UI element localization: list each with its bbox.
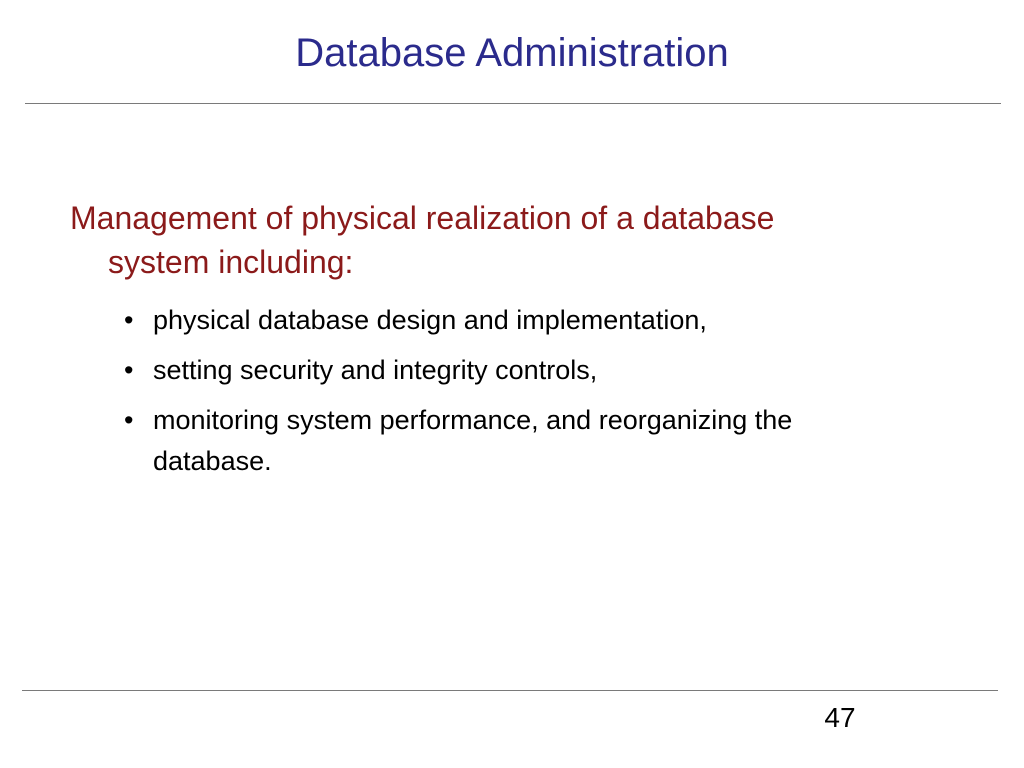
title-divider [25,103,1001,104]
bullet-dot-icon: • [124,305,134,335]
bullet-list [118,300,918,491]
slide-title: Database Administration [295,31,729,75]
bullet-text: setting security and integrity controls, [153,355,598,385]
bullet-item [118,400,918,482]
bullet-text: monitoring system performance, and reorganizing the database. [153,405,793,476]
bullet-dot-icon: • [124,355,134,385]
intro-text: Management of physical realization of a database system including: [70,200,775,280]
bullet-item [118,350,918,391]
page-number: 47 [824,702,856,733]
bullet-item [118,300,918,341]
footer-divider [22,690,998,691]
bullet-text: physical database design and implementation, [153,305,707,335]
bullet-dot-icon: • [124,405,134,435]
